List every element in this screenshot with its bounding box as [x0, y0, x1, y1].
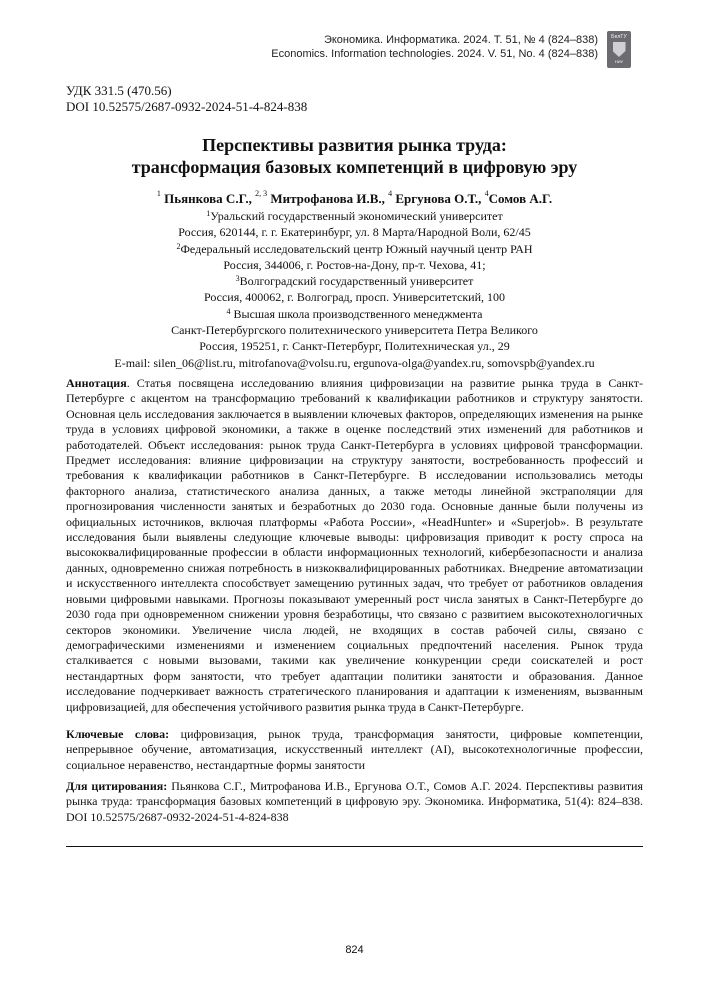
author-list: [66, 191, 643, 207]
abstract: [66, 376, 643, 715]
keywords: [66, 727, 643, 773]
affiliation-address: Россия, 620144, г. г. Екатеринбург, ул. 8 Марта/Народной Воли, 62/45: [178, 225, 531, 240]
article-title: [66, 134, 643, 178]
udc-code: УДК 331.5 (470.56): [66, 83, 172, 98]
author-name: Ергунова О.Т.,: [395, 191, 482, 206]
logo-top-text: БелГУ: [611, 34, 627, 40]
header-journal-en: Economics. Information technologies. 2024. V. 51, No. 4 (824–838): [271, 48, 598, 60]
keywords-label: Ключевые слова:: [66, 727, 170, 741]
shield-icon: [613, 42, 626, 57]
citation-text: Пьянкова С.Г., Митрофанова И.В., Ергунова О.Т., Сомов А.Г. 2024. Перспективы развития рынка труда: трансформация базовых компетенций в цифровую эру. Экономика. Информатика, 51(4): 824–838. DOI 10.52575/2687-0932-2024-51-4-824-838: [66, 779, 643, 824]
author-sup: 4: [484, 189, 489, 198]
author-name: Митрофанова И.В.,: [270, 191, 385, 206]
citation-label: Для цитирования:: [66, 779, 168, 793]
affiliation-address: Россия, 195251, г. Санкт-Петербург, Политехническая ул., 29: [199, 339, 510, 354]
title-line-1: Перспективы развития рынка труда:: [202, 135, 507, 155]
section-divider: [66, 846, 643, 847]
abstract-label: Аннотация: [66, 376, 127, 390]
author-sup: 1: [156, 189, 161, 198]
article-identifiers: [66, 83, 307, 115]
affiliations: [66, 208, 643, 371]
university-logo: [607, 31, 631, 68]
affiliation-sup: 4: [226, 306, 231, 316]
affiliation-name-cont: Санкт-Петербургского политехнического университета Петра Великого: [171, 323, 538, 338]
affiliation-sup: 2: [176, 241, 181, 251]
affiliation-sup: 1: [206, 209, 211, 218]
citation: [66, 779, 643, 825]
affiliation-text: Уральский государственный экономический университет: [210, 209, 503, 223]
author-sup: 4: [388, 189, 393, 198]
affiliation-address: Россия, 400062, г. Волгоград, просп. Университетский, 100: [203, 290, 506, 305]
title-line-2: трансформация базовых компетенций в цифровую эру: [131, 157, 578, 177]
affiliation-address: Россия, 344006, г. Ростов-на-Дону, пр-т. Чехова, 41;: [223, 257, 486, 272]
affiliation-name: [66, 208, 643, 224]
page-number: 824: [345, 944, 364, 956]
affiliation-name: [66, 306, 643, 322]
affiliation-text: Федеральный исследовательский центр Южный научный центр РАН: [180, 241, 533, 256]
author-name: Сомов А.Г.: [488, 191, 553, 206]
affiliation-text: Волгоградский государственный университет: [239, 274, 474, 289]
affiliation-text: Высшая школа производственного менеджмента: [230, 306, 483, 321]
doi-link[interactable]: DOI 10.52575/2687-0932-2024-51-4-824-838: [66, 99, 308, 114]
logo-bottom-text: НИУ: [614, 59, 624, 64]
affiliation-name: [66, 273, 643, 289]
running-header: [271, 33, 598, 61]
affiliation-sup: 3: [235, 274, 240, 284]
author-name: Пьянкова С.Г.,: [164, 191, 252, 206]
abstract-text: . Статья посвящена исследованию влияния цифровизации на развитие рынка труда в Санкт-Петербурге с акцентом на трансформацию требований к квалификации работников и структуру занятости. Основная цель исследования заключается в выявлении ключевых факторов, определяющих изменения на рынке труда в условиях цифровой экономики, а также в оценке последствий этих изменений для работников и работодателей. Объект исследования: рынок труда Санкт-Петербурга в условиях цифровой трансформации. Предмет исследования: влияние цифровизации на структуру занятости, востребованность профессий и требования к квалификации работников в Санкт-Петербурге. В исследовании использовались методы факторного анализа, статистического анализа данных, а также методы линейной экстраполяции для прогнозирования численности занятых и безработных до 2030 года. Основные данные были получены из официальных источников, включая платформы «Работа России», «HeadHunter» и «Superjob». В результате исследования были выявлены следующие ключевые выводы: цифровизация приводит к росту спроса на высококвалифицированные профессии в области информационных технологий, кибербезопасности и анализа данных, одновременно снижая потребность в низкоквалифицированных работниках. Внедрение автоматизации и искусственного интеллекта способствует замещению рутинных задач, что требует от работников овладения новыми цифровыми навыками. Прогнозы показывают умеренный рост числа занятых в Санкт-Петербурге до 2030 года при одновременном снижении уровня безработицы, что связано с развитием высокотехнологичных секторов экономики. Увеличение числа людей, не входящих в состав рабочей силы, связано с демографическими изменениями и изменением социальных предпочтений населения. Рынок труда сталкивается с новыми вызовами, такими как увеличение конкуренции среди соискателей и рост нестандартных форм занятости, что требует адаптации политики занятости и образования. Данное исследование подчеркивает важность стратегического планирования и адаптации к изменениям, вызванным цифровизацией, для обеспечения устойчивого развития рынка труда в Санкт-Петербурге.: [66, 376, 643, 714]
keywords-text: цифровизация, рынок труда, трансформация занятости, цифровые компетенции, непрерывное обучение, автоматизация, искусственный интеллект (AI), высокотехнологичные профессии, социальное неравенство, нестандартные формы занятости: [66, 727, 644, 772]
header-journal-ru: Экономика. Информатика. 2024. Т. 51, № 4 (824–838): [323, 34, 598, 46]
author-sup: 2, 3: [255, 189, 268, 198]
author-emails[interactable]: E-mail: silen_06@list.ru, mitrofanova@volsu.ru, ergunova-olga@yandex.ru, somovspb@yandex.ru: [114, 355, 595, 370]
affiliation-name: [66, 241, 643, 257]
